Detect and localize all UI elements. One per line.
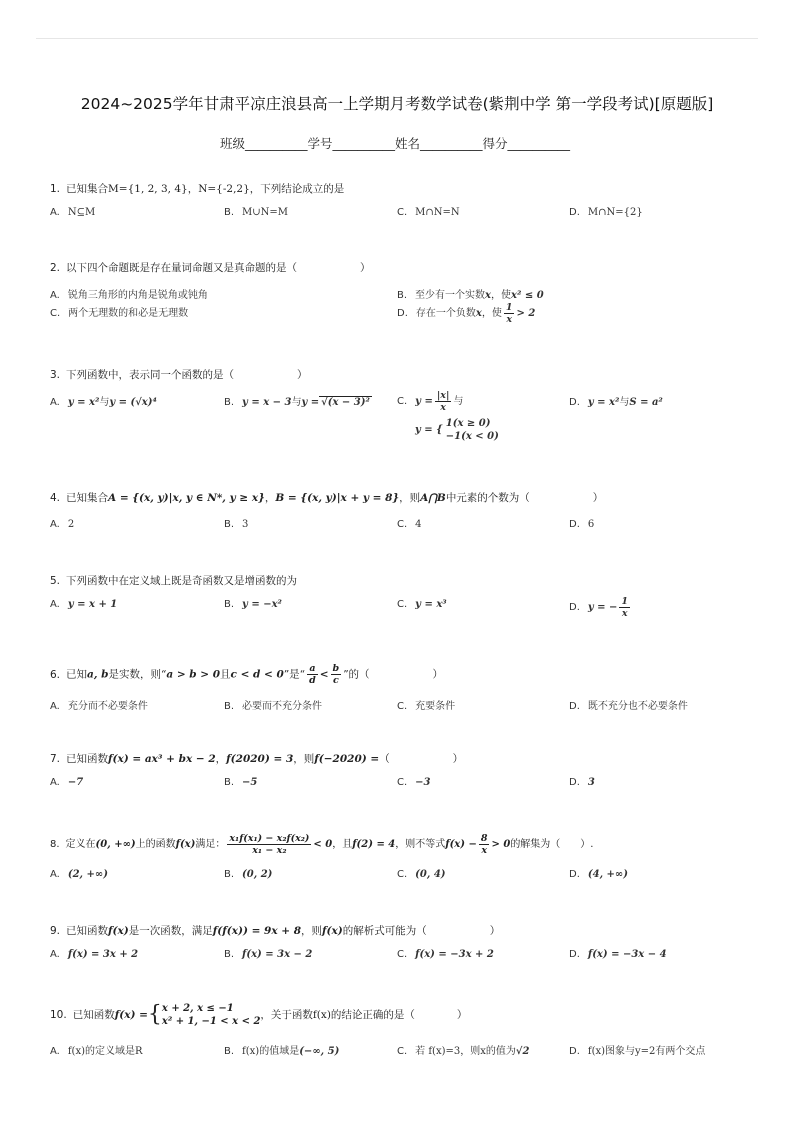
question-10 bbox=[50, 1002, 467, 1028]
math-expr: B = {(x, y)|x + y = 8} bbox=[275, 492, 400, 504]
q9-option-a bbox=[50, 949, 138, 960]
q8-option-c bbox=[397, 869, 446, 880]
q1-option-d bbox=[569, 207, 643, 218]
math-expr: (0, +∞) bbox=[95, 839, 136, 850]
option-key: D. bbox=[569, 869, 580, 880]
option-key: A. bbox=[50, 777, 60, 788]
option-key: A. bbox=[50, 701, 60, 712]
math-expr: y = x² bbox=[67, 397, 100, 408]
math-expr: > 2 bbox=[516, 308, 536, 319]
option-key: A. bbox=[50, 599, 60, 610]
option-text: 若 f(x)=3，则x的值为 bbox=[415, 1046, 516, 1057]
math-expr: y = x² bbox=[587, 397, 620, 408]
math-expr: f(x) = 3x − 2 bbox=[242, 949, 313, 960]
math-expr: f(x) bbox=[175, 839, 196, 850]
option-text: 6 bbox=[587, 519, 595, 530]
option-key: D. bbox=[569, 397, 580, 408]
option-key: B. bbox=[224, 777, 235, 788]
top-divider bbox=[36, 38, 758, 39]
denominator: x bbox=[481, 845, 487, 856]
question-text: 是一次函数，满足 bbox=[128, 925, 213, 937]
math-expr: (0, 2) bbox=[242, 869, 273, 880]
option-text: 3 bbox=[242, 519, 249, 530]
question-text: ”是“ bbox=[283, 668, 306, 681]
question-text: ，则不等式 bbox=[395, 839, 446, 850]
q3-option-d bbox=[569, 393, 663, 408]
denominator: x₁ − x₂ bbox=[252, 845, 287, 856]
option-text: M∪N=M bbox=[242, 207, 289, 218]
question-text: 已知函数 bbox=[66, 925, 109, 937]
math-expr: a > b > 0 bbox=[166, 668, 221, 681]
option-key: A. bbox=[50, 397, 60, 408]
numerator: 1 bbox=[621, 596, 629, 607]
question-text: （ ） bbox=[379, 753, 464, 765]
q9-option-c bbox=[397, 949, 494, 960]
option-text: f(x)图象与y=2有两个交点 bbox=[587, 1046, 706, 1057]
q9-option-b bbox=[224, 949, 312, 960]
q3-option-a bbox=[50, 393, 157, 408]
option-key: C. bbox=[397, 519, 408, 530]
question-text: ， bbox=[264, 492, 276, 504]
q8-option-a bbox=[50, 869, 108, 880]
option-text: ，使 bbox=[491, 290, 512, 301]
q7-option-a bbox=[50, 777, 83, 788]
case-1: x + 2, x ≤ −1 bbox=[161, 1003, 234, 1014]
math-expr: y = x + 1 bbox=[67, 599, 118, 610]
question-number: 9. bbox=[50, 925, 61, 937]
math-expr: f(−2020) = bbox=[314, 753, 380, 765]
q4-option-a bbox=[50, 519, 74, 530]
option-key: B. bbox=[224, 701, 235, 712]
option-key: D. bbox=[569, 519, 580, 530]
option-key: A. bbox=[50, 869, 60, 880]
option-key: C. bbox=[397, 701, 408, 712]
math-fraction bbox=[504, 302, 515, 325]
q1-option-a bbox=[50, 207, 95, 218]
student-info-line: 班级__________学号__________姓名__________得分__________ bbox=[219, 136, 570, 151]
option-key: B. bbox=[224, 949, 235, 960]
option-text: 两个无理数的和必是无理数 bbox=[68, 308, 189, 319]
option-key: D. bbox=[569, 949, 580, 960]
option-key: A. bbox=[50, 207, 60, 218]
option-text: 存在一个负数 bbox=[415, 308, 476, 319]
math-expr: f(x) = −3x + 2 bbox=[415, 949, 494, 960]
question-2 bbox=[50, 260, 371, 275]
page-title: 2024~2025学年甘肃平凉庄浪县高一上学期月考数学试卷(紫荆中学 第一学段考试)[原题版] bbox=[80, 95, 714, 113]
math-expr: x² ≤ 0 bbox=[511, 290, 544, 301]
math-expr: y = bbox=[415, 396, 433, 407]
q2-option-a bbox=[50, 286, 208, 301]
question-text: 已知 bbox=[66, 668, 88, 681]
math-expr: (0, 4) bbox=[415, 869, 446, 880]
case-1: 1(x ≥ 0) bbox=[445, 418, 491, 429]
question-text: 的解集为（ ）. bbox=[510, 839, 594, 850]
option-key: D. bbox=[569, 777, 580, 788]
math-expr: f(x) bbox=[108, 925, 129, 937]
q3-option-b bbox=[224, 393, 372, 408]
option-text: 锐角三角形的内角是锐角或钝角 bbox=[67, 290, 208, 301]
option-text: 4 bbox=[415, 519, 422, 530]
option-key: B. bbox=[224, 869, 235, 880]
q2-option-b bbox=[397, 286, 544, 301]
option-key: C. bbox=[397, 949, 408, 960]
question-number: 6. bbox=[50, 668, 61, 681]
q5-option-a bbox=[50, 599, 117, 610]
math-expr: f(x) = −3x − 4 bbox=[587, 949, 667, 960]
question-text: 已知函数 bbox=[72, 1009, 115, 1021]
q3-option-c bbox=[397, 390, 499, 443]
math-expr: f(x) bbox=[322, 925, 343, 937]
question-number: 7. bbox=[50, 753, 61, 765]
math-expr: y = x − 3 bbox=[242, 397, 292, 408]
q10-option-c bbox=[397, 1042, 529, 1057]
option-text: 既不充分也不必要条件 bbox=[587, 701, 688, 712]
option-text: 充要条件 bbox=[415, 701, 456, 712]
math-expr: −7 bbox=[67, 777, 84, 788]
option-key: B. bbox=[224, 397, 235, 408]
numerator: a bbox=[307, 663, 318, 675]
q7-option-c bbox=[397, 777, 431, 788]
denominator: d bbox=[309, 675, 316, 686]
option-key: A. bbox=[50, 290, 60, 301]
option-text: 与 bbox=[99, 397, 110, 408]
q5-option-b bbox=[224, 599, 282, 610]
question-number: 10. bbox=[50, 1009, 67, 1021]
q8-option-d bbox=[569, 869, 628, 880]
option-key: D. bbox=[569, 602, 580, 613]
question-text: 中元素的个数为（ ） bbox=[445, 492, 604, 504]
math-expr: A⋂B bbox=[420, 492, 446, 504]
denominator: x bbox=[506, 314, 512, 325]
question-4 bbox=[50, 490, 603, 505]
option-key: C. bbox=[397, 777, 408, 788]
q1-option-b bbox=[224, 207, 288, 218]
math-expr: −5 bbox=[242, 777, 258, 788]
question-text: ，则 bbox=[399, 492, 421, 504]
q6-option-b bbox=[224, 697, 322, 712]
option-text: 必要而不充分条件 bbox=[242, 701, 323, 712]
math-expr: f(f(x)) = 9x + 8 bbox=[212, 925, 302, 937]
option-text: N⊆M bbox=[67, 207, 96, 218]
option-text: f(x)的定义域是R bbox=[67, 1046, 143, 1057]
question-text: 满足： bbox=[195, 839, 226, 850]
denominator: c bbox=[332, 675, 339, 686]
option-key: D. bbox=[569, 701, 580, 712]
option-key: B. bbox=[224, 599, 235, 610]
option-text: 充分而不必要条件 bbox=[67, 701, 148, 712]
math-expr: f(x) = ax³ + bx − 2 bbox=[108, 753, 216, 765]
math-expr: y = − bbox=[587, 602, 618, 613]
math-expr: f(x) = 3x + 2 bbox=[67, 949, 139, 960]
question-text: ”的（ ） bbox=[343, 668, 444, 681]
math-expr: y = (√x)⁴ bbox=[109, 397, 157, 408]
question-8 bbox=[50, 833, 594, 856]
question-number: 1. bbox=[50, 183, 61, 195]
question-text: 下列函数中，表示同一个函数的是（ ） bbox=[66, 369, 308, 381]
math-fraction bbox=[331, 663, 342, 686]
math-expr: f(2) = 4 bbox=[352, 839, 396, 850]
question-6 bbox=[50, 663, 443, 686]
math-expr: √2 bbox=[515, 1046, 530, 1057]
math-expr: > 0 bbox=[491, 839, 511, 850]
q6-option-c bbox=[397, 697, 455, 712]
option-text: ，使 bbox=[481, 308, 502, 319]
q7-option-b bbox=[224, 777, 257, 788]
option-key: C. bbox=[397, 599, 408, 610]
left-brace: { bbox=[147, 1002, 162, 1027]
math-expr: (−∞, 5) bbox=[299, 1046, 340, 1057]
q8-option-b bbox=[224, 869, 272, 880]
question-text: 定义在 bbox=[65, 839, 96, 850]
question-text: 上的函数 bbox=[135, 839, 176, 850]
q7-option-d bbox=[569, 777, 595, 788]
case-2: x² + 1, −1 < x < 2 bbox=[161, 1016, 261, 1027]
option-text: M∩N={2} bbox=[587, 207, 643, 218]
math-expr: y = x³ bbox=[415, 599, 447, 610]
question-text: 已知集合M={1, 2, 3, 4}，N={-2,2}，下列结论成立的是 bbox=[66, 183, 345, 195]
math-cases bbox=[162, 1002, 261, 1028]
math-expr: < bbox=[319, 668, 329, 681]
numerator: 1 bbox=[505, 302, 513, 313]
question-3 bbox=[50, 367, 308, 382]
math-expr: S = a² bbox=[629, 397, 663, 408]
math-fraction bbox=[619, 596, 630, 619]
option-text: 与 bbox=[291, 397, 302, 408]
q10-option-d bbox=[569, 1042, 705, 1057]
q4-option-b bbox=[224, 519, 248, 530]
math-expr: y = bbox=[301, 397, 320, 408]
question-1 bbox=[50, 181, 344, 196]
option-key: C. bbox=[397, 869, 408, 880]
option-text: 2 bbox=[67, 519, 75, 530]
q9-option-d bbox=[569, 949, 667, 960]
option-key: A. bbox=[50, 519, 60, 530]
math-var: x bbox=[485, 290, 492, 301]
option-key: C. bbox=[397, 396, 408, 407]
option-key: B. bbox=[397, 290, 408, 301]
question-text: ， bbox=[215, 753, 227, 765]
option-key: C. bbox=[397, 207, 408, 218]
question-text: ，且 bbox=[332, 839, 353, 850]
q4-option-c bbox=[397, 519, 422, 530]
math-expr: (4, +∞) bbox=[587, 869, 628, 880]
math-expr: A = {(x, y)|x, y ∈ N*, y ≥ x} bbox=[108, 492, 265, 504]
question-number: 2. bbox=[50, 262, 61, 274]
option-key: D. bbox=[569, 207, 580, 218]
q6-option-d bbox=[569, 697, 688, 712]
option-key: C. bbox=[50, 308, 61, 319]
math-expr: (2, +∞) bbox=[67, 869, 108, 880]
q10-option-a bbox=[50, 1042, 143, 1057]
question-number: 5. bbox=[50, 575, 61, 587]
question-text: 以下四个命题既是存在量词命题又是真命题的是（ ） bbox=[66, 262, 371, 274]
option-key: B. bbox=[224, 207, 235, 218]
numerator: b bbox=[332, 663, 340, 674]
option-key: D. bbox=[569, 1046, 580, 1057]
math-cases bbox=[446, 417, 499, 443]
question-text: ，则 bbox=[293, 753, 315, 765]
math-expr: y = { bbox=[415, 424, 443, 436]
radicand: (x − 3)² bbox=[327, 397, 370, 408]
question-text: 且 bbox=[220, 668, 231, 681]
option-text: M∩N=N bbox=[415, 207, 460, 218]
math-expr: a, b bbox=[87, 668, 109, 681]
numerator: 8 bbox=[480, 833, 488, 844]
q10-option-b bbox=[224, 1042, 339, 1057]
math-expr: −3 bbox=[415, 777, 431, 788]
question-7 bbox=[50, 751, 463, 766]
case-2: −1(x < 0) bbox=[445, 431, 499, 442]
math-expr: < 0 bbox=[313, 839, 333, 850]
math-fraction bbox=[479, 833, 490, 856]
question-text: ，则 bbox=[301, 925, 323, 937]
question-text: 是实数，则“ bbox=[108, 668, 167, 681]
numerator: x₁f(x₁) − x₂f(x₂) bbox=[229, 833, 310, 844]
option-text: 与 bbox=[453, 396, 464, 407]
option-text: 至少有一个实数 bbox=[415, 290, 486, 301]
math-expr: y = −x² bbox=[242, 599, 282, 610]
math-expr: f(x) = bbox=[114, 1009, 148, 1021]
q5-option-d bbox=[569, 596, 632, 619]
math-expr: f(x) − bbox=[445, 839, 477, 850]
question-number: 3. bbox=[50, 369, 61, 381]
question-text: 的解析式可能为（ ） bbox=[342, 925, 501, 937]
student-info bbox=[0, 134, 794, 152]
option-key: B. bbox=[224, 1046, 235, 1057]
math-expr: f(2020) = 3 bbox=[226, 753, 294, 765]
question-number: 4. bbox=[50, 492, 61, 504]
math-sqrt: √(x − 3)² bbox=[321, 397, 370, 408]
option-key: C. bbox=[397, 1046, 408, 1057]
math-fraction bbox=[227, 833, 311, 856]
option-text: f(x)的值域是 bbox=[242, 1046, 300, 1057]
math-fraction bbox=[435, 390, 452, 413]
question-5 bbox=[50, 573, 297, 588]
question-text: 已知函数 bbox=[66, 753, 109, 765]
math-expr: c < d < 0 bbox=[230, 668, 284, 681]
option-text: 与 bbox=[619, 397, 630, 408]
q6-option-a bbox=[50, 697, 148, 712]
q4-option-d bbox=[569, 519, 594, 530]
math-fraction bbox=[307, 663, 318, 686]
numerator: |x| bbox=[436, 390, 450, 401]
option-key: D. bbox=[397, 308, 408, 319]
option-key: B. bbox=[224, 519, 235, 530]
option-key: A. bbox=[50, 949, 60, 960]
math-var: x bbox=[475, 308, 482, 319]
question-text: ，关于函数f(x)的结论正确的是（ ） bbox=[260, 1009, 468, 1021]
q2-option-d bbox=[397, 302, 535, 325]
math-expr: 3 bbox=[587, 777, 595, 788]
q2-option-c bbox=[50, 304, 188, 319]
denominator: x bbox=[621, 608, 628, 619]
question-9 bbox=[50, 923, 500, 938]
question-text: 下列函数中在定义域上既是奇函数又是增函数的为 bbox=[66, 575, 298, 587]
denominator: x bbox=[440, 402, 446, 413]
q1-option-c bbox=[397, 207, 460, 218]
question-text: 已知集合 bbox=[66, 492, 109, 504]
question-number: 8. bbox=[50, 839, 60, 850]
q5-option-c bbox=[397, 599, 447, 610]
option-key: A. bbox=[50, 1046, 60, 1057]
